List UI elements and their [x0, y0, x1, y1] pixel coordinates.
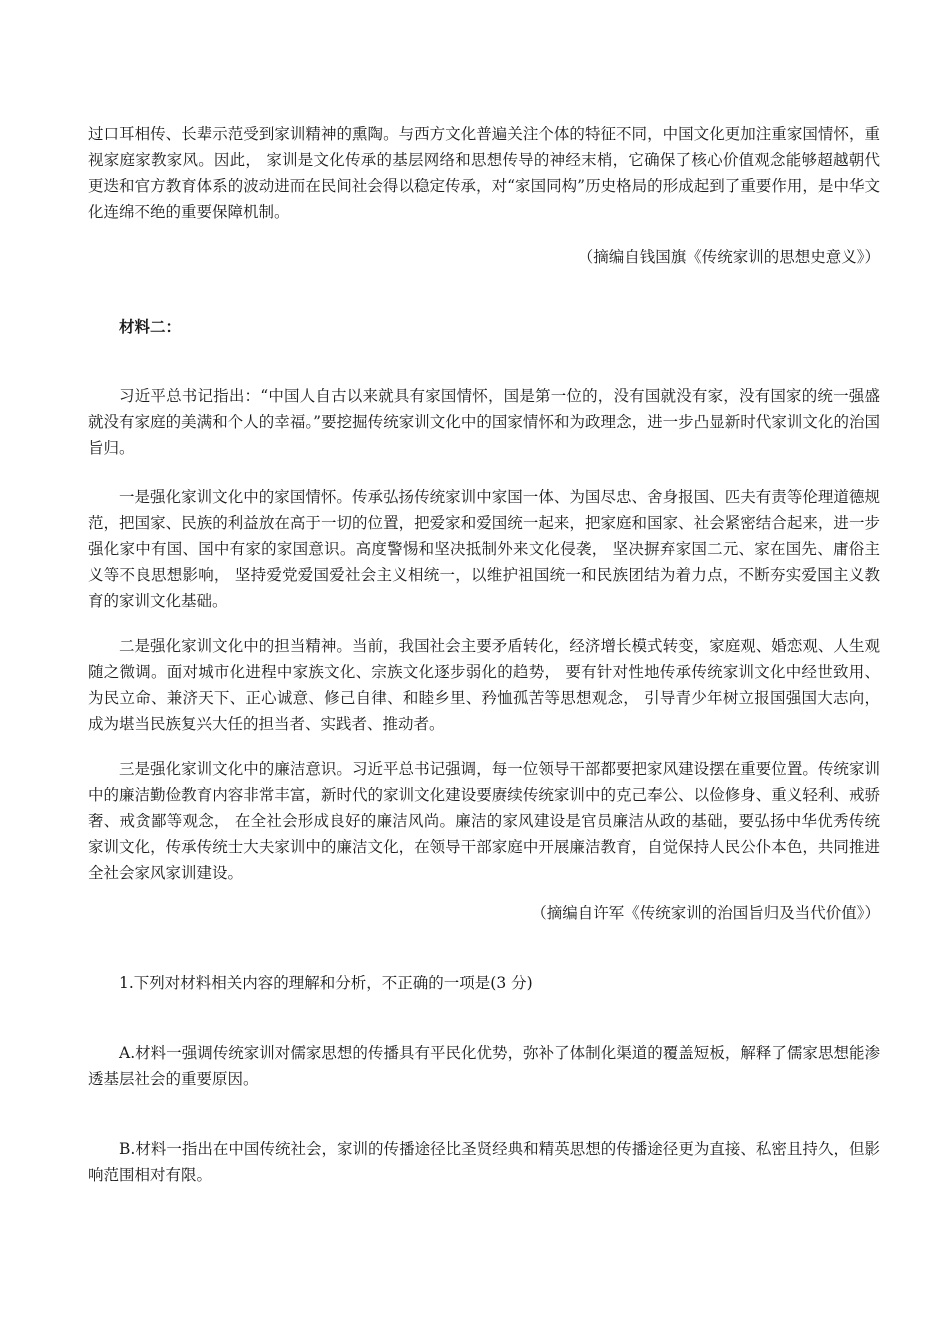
material-one-closing-paragraph: 过口耳相传、长辈示范受到家训精神的熏陶。与西方文化普遍关注个体的特征不同，中国文化更加注重家国情怀，重视家庭家教家风。因此， 家训是文化传承的基层网络和思想传导的神经末梢，它确保了核心价值观念能够超越朝代更迭和官方教育体系的波动进而在民间社会得以稳定传承，对“家国同构”历史格局的形成起到了重要作用，是中华文化连绵不绝的重要保障机制。 [88, 125, 880, 221]
question-stem: 1.下列对材料相关内容的理解和分析，不正确的一项是(3 分) [119, 974, 533, 992]
material-two-paragraph-4: 三是强化家训文化中的廉洁意识。习近平总书记强调，每一位领导干部都要把家风建设摆在重要位置。传统家训中的廉洁勤俭教育内容非常丰富，新时代的家训文化建设要赓续传统家训中的克己奉公、以俭修身、重义轻利、戒骄奢、戒贪鄙等观念， 在全社会形成良好的廉洁风尚。廉洁的家风建设是官员廉洁从政的基础，要弘扬中华优秀传统家训文化，传承传统士大夫家训中的廉洁文化，在领导干部家庭中开展廉洁教育，自觉保持人民公仆本色，共同推进全社会家风家训建设。 [88, 760, 880, 882]
material-two-paragraph-1: 习近平总书记指出：“中国人自古以来就具有家国情怀，国是第一位的，没有国就没有家，没有国家的统一强盛就没有家庭的美满和个人的幸福。”要挖掘传统家训文化中的国家情怀和为政理念，进一步凸显新时代家训文化的治国旨归。 [88, 387, 880, 457]
question-option-a: A.材料一强调传统家训对儒家思想的传播具有平民化优势，弥补了体制化渠道的覆盖短板，解释了儒家思想能渗透基层社会的重要原因。 [88, 1044, 880, 1088]
question-option-b: B.材料一指出在中国传统社会，家训的传播途径比圣贤经典和精英思想的传播途径更为直接、私密且持久，但影响范围相对有限。 [88, 1140, 880, 1184]
material-two-paragraph-3: 二是强化家训文化中的担当精神。当前，我国社会主要矛盾转化，经济增长模式转变，家庭观、婚恋观、人生观随之微调。面对城市化进程中家族文化、宗族文化逐步弱化的趋势， 要有针对性地传承传统家训文化中经世致用、为民立命、兼济天下、正心诚意、修己自律、和睦乡里、矜恤孤苦等思想观念， 引导青少年树立报国强国大志向，成为堪当民族复兴大任的担当者、实践者、推动者。 [88, 637, 880, 733]
material-two-heading: 材料二： [119, 317, 182, 336]
material-two-source: （摘编自许军《传统家训的治国旨归及当代价值》） [531, 904, 880, 922]
material-two-paragraph-2: 一是强化家训文化中的家国情怀。传承弘扬传统家训中家国一体、为国尽忠、舍身报国、匹夫有责等伦理道德规范，把国家、民族的利益放在高于一切的位置，把爱家和爱国统一起来，把家庭和国家、社会紧密结合起来，进一步强化家中有国、国中有家的家国意识。高度警惕和坚决抵制外来文化侵袭， 坚决摒弃家国二元、家在国先、庸俗主义等不良思想影响， 坚持爱党爱国爱社会主义相统一，以维护祖国统一和民族团结为着力点，不断夯实爱国主义教育的家训文化基础。 [88, 488, 880, 610]
material-one-source: （摘编自钱国旗《传统家训的思想史意义》） [577, 248, 880, 266]
